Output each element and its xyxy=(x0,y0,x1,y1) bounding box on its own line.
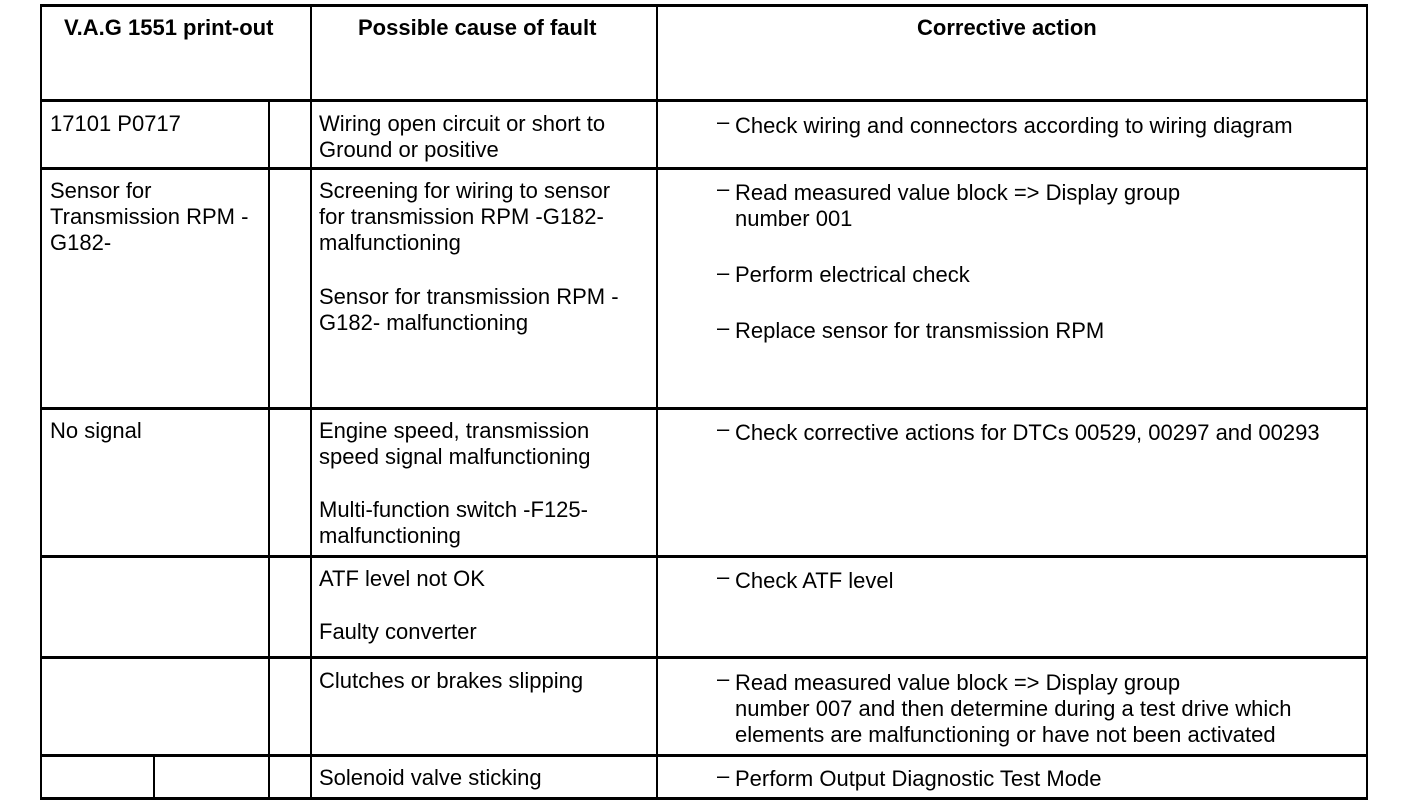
dash-bullet: – xyxy=(717,666,730,691)
action-text: Read measured value block => Display group number 001 xyxy=(735,180,1181,231)
action-text: Check corrective actions for DTCs 00529, 00297 and 00293 xyxy=(735,420,1320,445)
header-action: Corrective action xyxy=(917,15,1097,40)
row-divider xyxy=(40,754,1368,757)
table-border-left xyxy=(40,4,42,800)
cause-text: Engine speed, transmission speed signal malfunctioning xyxy=(319,418,591,469)
printout-description: No signal xyxy=(50,418,142,443)
header-divider xyxy=(40,99,1368,102)
cause-text: Clutches or brakes slipping xyxy=(319,668,584,693)
action-text: Read measured value block => Display group number 007 and then determine during a test drive which elements are malfunctioning or have not been activated xyxy=(735,670,1292,747)
cause-line: Wiring open circuit or short to Ground or positive xyxy=(319,111,606,162)
cause-text: Sensor for transmission RPM - G182- malfunctioning xyxy=(319,284,619,335)
cause-text xyxy=(319,111,605,163)
cause-text: Multi-function switch -F125- malfunctioning xyxy=(319,497,588,548)
dash-bullet: – xyxy=(717,416,730,441)
sub-column-divider xyxy=(153,754,155,800)
action-text: Perform electrical check xyxy=(735,262,970,287)
table-border-bottom xyxy=(40,797,1368,800)
row-divider xyxy=(40,407,1368,410)
header-printout: V.A.G 1551 print-out xyxy=(64,15,274,40)
row-divider xyxy=(40,555,1368,558)
column-divider xyxy=(310,4,312,800)
dash-bullet: – xyxy=(717,109,730,134)
sub-column-divider xyxy=(268,99,270,800)
dash-bullet: – xyxy=(717,260,730,285)
cause-text: Screening for wiring to sensor for transmission RPM -G182- malfunctioning xyxy=(319,178,611,255)
table-border-top xyxy=(40,4,1368,7)
table-border-right xyxy=(1366,4,1368,800)
cause-text: ATF level not OK xyxy=(319,566,485,591)
dash-bullet: – xyxy=(717,763,730,788)
dash-bullet: – xyxy=(717,176,730,201)
action-text: Check ATF level xyxy=(735,568,894,593)
row-divider xyxy=(40,167,1368,170)
dash-bullet: – xyxy=(717,315,730,340)
action-text: Replace sensor for transmission RPM xyxy=(735,318,1105,343)
header-cause: Possible cause of fault xyxy=(358,15,597,40)
printout-description: Sensor for Transmission RPM - G182- xyxy=(50,178,249,255)
printout-code: 17101 P0717 xyxy=(50,111,181,136)
action-text: Perform Output Diagnostic Test Mode xyxy=(735,766,1102,791)
column-divider xyxy=(656,4,658,800)
dash-bullet: – xyxy=(717,564,730,589)
cause-text: Solenoid valve sticking xyxy=(319,765,542,790)
cause-text: Faulty converter xyxy=(319,619,477,644)
action-text: Check wiring and connectors according to wiring diagram xyxy=(735,113,1293,138)
row-divider xyxy=(40,656,1368,659)
